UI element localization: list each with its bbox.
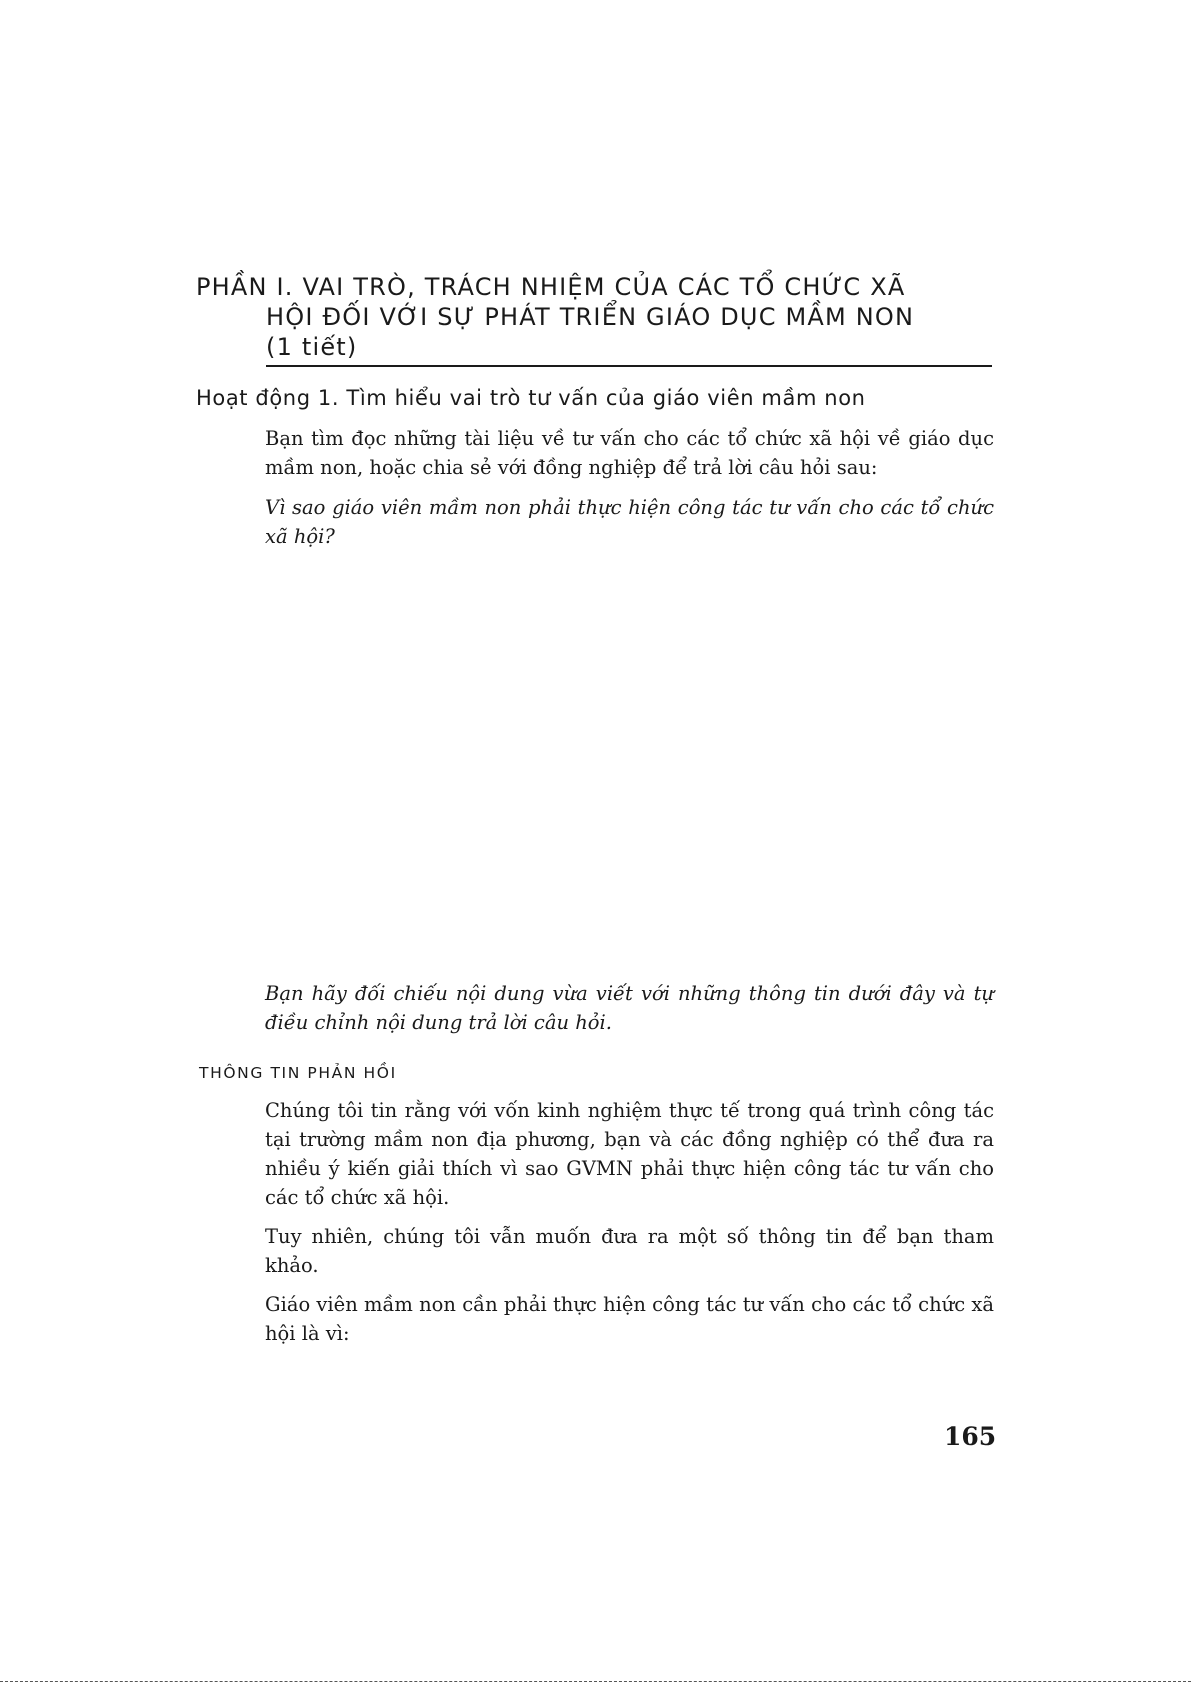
- part-title-line-1: PHẦN I. VAI TRÒ, TRÁCH NHIỆM CỦA CÁC TỔ CHỨC XÃ: [196, 273, 906, 301]
- feedback-paragraph-2: Tuy nhiên, chúng tôi vẫn muốn đưa ra một số thông tin để bạn tham khảo.: [265, 1225, 994, 1277]
- part-title: [196, 272, 992, 362]
- part-title-line-3: (1 tiết): [266, 333, 358, 361]
- instruction-paragraph: Bạn tìm đọc những tài liệu về tư vấn cho các tổ chức xã hội về giáo dục mầm non, hoặc chia sẻ với đồng nghiệp để trả lời câu hỏi sau:: [265, 427, 994, 479]
- bottom-border: [0, 1681, 1191, 1682]
- feedback-heading: THÔNG TIN PHẢN HỒI: [199, 1064, 397, 1082]
- compare-note-paragraph: Bạn hãy đối chiếu nội dung vừa viết với những thông tin dưới đây và tự điều chỉnh nội dung trả lời câu hỏi.: [265, 982, 994, 1034]
- title-divider: [266, 365, 992, 367]
- part-title-line-2: HỘI ĐỐI VỚI SỰ PHÁT TRIỂN GIÁO DỤC MẦM NON: [266, 303, 915, 331]
- page-number: 165: [944, 1422, 997, 1451]
- feedback-paragraph-3: Giáo viên mầm non cần phải thực hiện công tác tư vấn cho các tổ chức xã hội là vì:: [265, 1293, 994, 1345]
- question-paragraph: Vì sao giáo viên mầm non phải thực hiện công tác tư vấn cho các tổ chức xã hội?: [265, 496, 994, 548]
- feedback-paragraph-1: Chúng tôi tin rằng với vốn kinh nghiệm thực tế trong quá trình công tác tại trường mầm non địa phương, bạn và các đồng nghiệp có thể đưa ra nhiều ý kiến giải thích vì sao GVMN phải thực hiện công tác tư vấn cho các tổ chức xã hội.: [265, 1099, 994, 1209]
- activity-heading: Hoạt động 1. Tìm hiểu vai trò tư vấn của giáo viên mầm non: [196, 386, 866, 410]
